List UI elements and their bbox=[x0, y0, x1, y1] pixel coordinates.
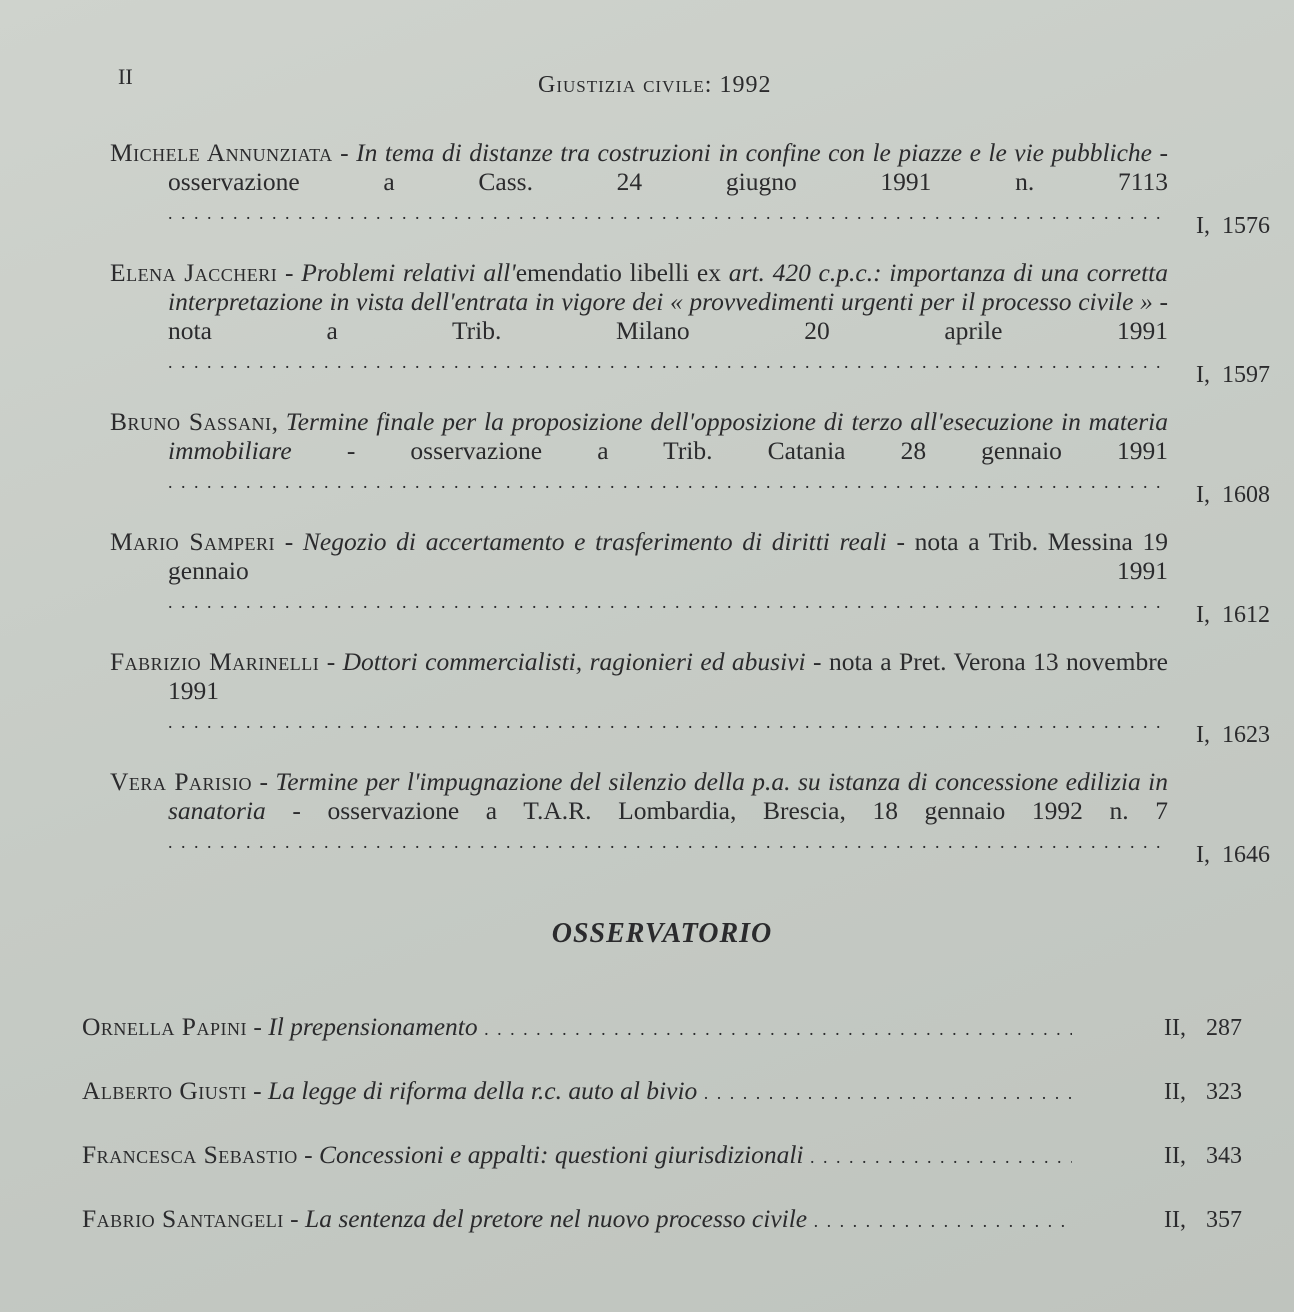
entry-title: Concessioni e appalti: questioni giurisdizionali bbox=[319, 1140, 804, 1169]
dot-leader bbox=[478, 1012, 1072, 1041]
entry-author: Fabrizio Marinelli bbox=[110, 647, 320, 676]
entry-separator: - bbox=[283, 1204, 306, 1233]
dot-leader bbox=[168, 345, 1168, 374]
entry-citation: - osservazione a Cass. 24 giugno 1991 n. 7113 bbox=[168, 138, 1168, 196]
toc-entry bbox=[110, 407, 1270, 508]
entry-author: Francesca Sebastio bbox=[82, 1140, 298, 1169]
toc-entry bbox=[110, 527, 1270, 628]
entry-author: Fabrio Santangeli bbox=[82, 1204, 284, 1233]
entry-citation: - osservazione a Trib. Catania 28 gennaio 1991 bbox=[291, 436, 1168, 465]
entry-page-ref: II, 357 bbox=[1164, 1207, 1242, 1233]
entry-separator: , bbox=[271, 407, 286, 436]
entry-page-ref: I, 1623 bbox=[1196, 722, 1270, 748]
dot-leader bbox=[168, 465, 1168, 494]
entry-text bbox=[110, 258, 1168, 377]
entry-text bbox=[110, 138, 1168, 228]
entry-page-ref: I, 1608 bbox=[1196, 482, 1270, 508]
entry-page-ref: II, 343 bbox=[1164, 1143, 1242, 1169]
entry-citation: - nota a Pret. Verona 13 novembre 1991 bbox=[168, 647, 1168, 705]
entry-text bbox=[110, 767, 1168, 857]
entry-author: Elena Jaccheri bbox=[110, 258, 278, 287]
entry-text bbox=[110, 647, 1168, 737]
entry-separator: - bbox=[246, 1012, 269, 1041]
entry-title: La sentenza del pretore nel nuovo processo civile bbox=[305, 1204, 808, 1233]
entry-page-ref: I, 1576 bbox=[1196, 213, 1270, 239]
entry-title: Negozio di accertamento e trasferimento di diritti reali bbox=[302, 527, 887, 556]
entry-author: Ornella Papini bbox=[82, 1012, 247, 1041]
entry-title: Il prepensionamento bbox=[268, 1012, 478, 1041]
entry-title: La legge di riforma della r.c. auto al bivio bbox=[268, 1076, 698, 1105]
dot-leader bbox=[168, 705, 1168, 734]
page-number: II bbox=[118, 64, 133, 89]
entry-separator: - bbox=[319, 647, 343, 676]
entry-text bbox=[82, 1076, 1072, 1108]
entry-author: Michele Annunziata bbox=[110, 138, 333, 167]
entry-separator: - bbox=[277, 258, 302, 287]
entry-separator: - bbox=[332, 138, 357, 167]
entry-title: Problemi relativi all' bbox=[301, 258, 516, 287]
entry-author: Alberto Giusti bbox=[82, 1076, 247, 1105]
toc-entry bbox=[110, 647, 1270, 748]
entry-citation: emendatio libelli ex bbox=[515, 258, 729, 287]
entry-text bbox=[82, 1012, 1072, 1044]
entry-title: In tema di distanze tra costruzioni in confine con le piazze e le vie pubbliche bbox=[356, 138, 1153, 167]
toc-entry bbox=[110, 258, 1270, 388]
entry-page-ref: II, 323 bbox=[1164, 1079, 1242, 1105]
entry-citation: - osservazione a T.A.R. Lombardia, Brescia, 18 gennaio 1992 n. 7 bbox=[265, 796, 1168, 825]
entry-title: Dottori commercialisti, ragionieri ed abusivi bbox=[342, 647, 806, 676]
entry-separator: - bbox=[252, 767, 276, 796]
toc-entry bbox=[82, 1012, 1242, 1044]
entry-page-ref: I, 1597 bbox=[1196, 362, 1270, 388]
dot-leader bbox=[168, 825, 1168, 854]
entry-author: Vera Parisio bbox=[110, 767, 253, 796]
entry-separator: - bbox=[297, 1140, 320, 1169]
dot-leader bbox=[807, 1204, 1072, 1233]
dot-leader bbox=[168, 585, 1168, 614]
toc-entry bbox=[110, 767, 1270, 868]
toc-entry bbox=[82, 1204, 1242, 1236]
dot-leader bbox=[168, 196, 1168, 225]
entry-page-ref: I, 1612 bbox=[1196, 602, 1270, 628]
entry-separator: - bbox=[246, 1076, 269, 1105]
entry-title: Termine per l'impugnazione del silenzio della p.a. su istanza di concessione edilizia in sanatoria bbox=[168, 767, 1168, 825]
observatory-list bbox=[82, 1012, 1242, 1268]
dot-leader bbox=[804, 1140, 1072, 1169]
toc-entry bbox=[110, 138, 1270, 239]
entry-text bbox=[110, 527, 1168, 617]
notes-list bbox=[110, 138, 1270, 887]
entry-separator: - bbox=[275, 527, 303, 556]
entry-text bbox=[110, 407, 1168, 497]
entry-author: Bruno Sassani bbox=[110, 407, 272, 436]
entry-page-ref: II, 287 bbox=[1164, 1015, 1242, 1041]
dot-leader bbox=[697, 1076, 1072, 1105]
entry-text bbox=[82, 1204, 1072, 1236]
entry-text bbox=[82, 1140, 1072, 1172]
journal-title: Giustizia civile: 1992 bbox=[538, 72, 772, 98]
entry-citation: - nota a Trib. Messina 19 gennaio 1991 bbox=[168, 527, 1168, 585]
entry-author: Mario Samperi bbox=[110, 527, 276, 556]
section-heading: OSSERVATORIO bbox=[551, 918, 773, 949]
running-head bbox=[0, 64, 1294, 104]
entry-page-ref: I, 1646 bbox=[1196, 842, 1270, 868]
toc-entry bbox=[82, 1140, 1242, 1172]
entry-title: Termine finale per la proposizione dell'opposizione di terzo all'esecuzione in materia immobiliare bbox=[168, 407, 1168, 465]
entry-citation: - nota a Trib. Milano 20 aprile 1991 bbox=[168, 287, 1168, 345]
entry-title: art. 420 c.p.c.: importanza di una corretta interpretazione in vista dell'entrata in vigore dei « provvedimenti urgenti per il processo civile » bbox=[168, 258, 1168, 316]
toc-entry bbox=[82, 1076, 1242, 1108]
